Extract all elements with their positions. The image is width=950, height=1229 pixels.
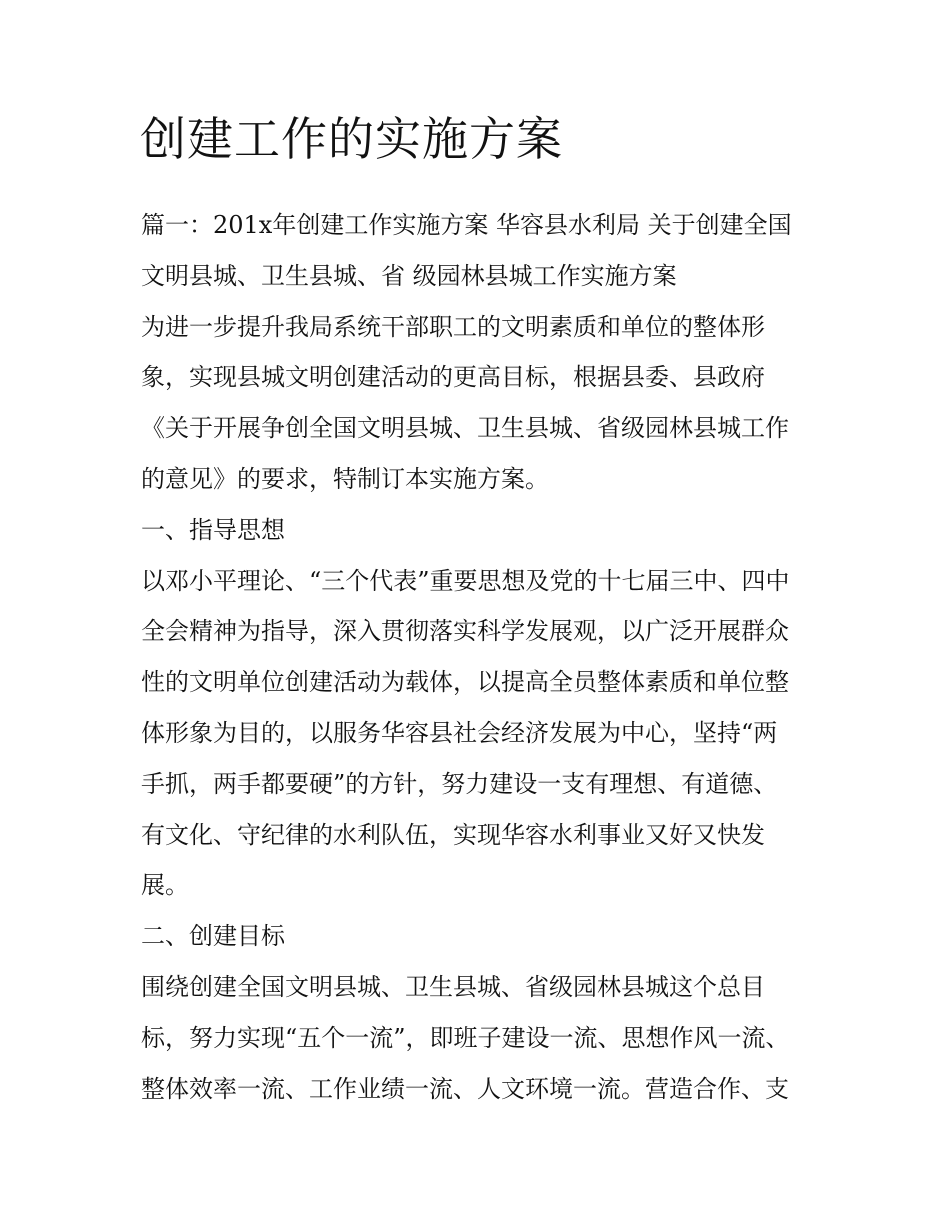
text-line-goals-1: 围绕创建全国文明县城、卫生县城、省级园林县城这个总目 (141, 972, 765, 1001)
text-line-guiding-5: 手抓，两手都要硬”的方针，努力建设一支有理想、有道德、 (141, 769, 778, 798)
document-title: 创建工作的实施方案 (140, 112, 563, 166)
text-line-guiding-4: 体形象为目的，以服务华容县社会经济发展为中心，坚持“两 (141, 718, 778, 747)
text-line-guiding-6: 有文化、守纪律的水利队伍，实现华容水利事业又好又快发 (141, 820, 765, 849)
text-line-goals-3: 整体效率一流、工作业绩一流、人文环境一流。营造合作、支 (141, 1074, 789, 1103)
text-line-goals-2: 标，努力实现“五个一流”，即班子建设一流、思想作风一流、 (141, 1023, 790, 1052)
text-line-intro-3: 为进一步提升我局系统干部职工的文明素质和单位的整体形 (141, 312, 765, 341)
section-heading-goals: 二、创建目标 (141, 922, 285, 951)
text-line-guiding-2: 全会精神为指导，深入贯彻落实科学发展观，以广泛开展群众 (141, 617, 789, 646)
text-line-intro-2: 文明县城、卫生县城、省 级园林县城工作实施方案 (141, 261, 677, 290)
document-body (141, 200, 831, 1114)
text-line-guiding-3: 性的文明单位创建活动为载体，以提高全员整体素质和单位整 (141, 668, 789, 697)
section-heading-guiding-ideology: 一、指导思想 (141, 515, 285, 544)
text-line-intro-4: 象，实现县城文明创建活动的更高目标，根据县委、县政府 (141, 363, 765, 392)
text-line-intro-5: 《关于开展争创全国文明县城、卫生县城、省级园林县城工作 (141, 414, 789, 443)
text-line-intro-1: 篇一：201x年创建工作实施方案 华容县水利局 关于创建全国 (141, 211, 792, 239)
text-line-guiding-1: 以邓小平理论、“三个代表”重要思想及党的十七届三中、四中 (141, 566, 790, 595)
text-line-intro-6: 的意见》的要求，特制订本实施方案。 (141, 464, 549, 493)
text-line-guiding-7: 展。 (141, 871, 189, 900)
